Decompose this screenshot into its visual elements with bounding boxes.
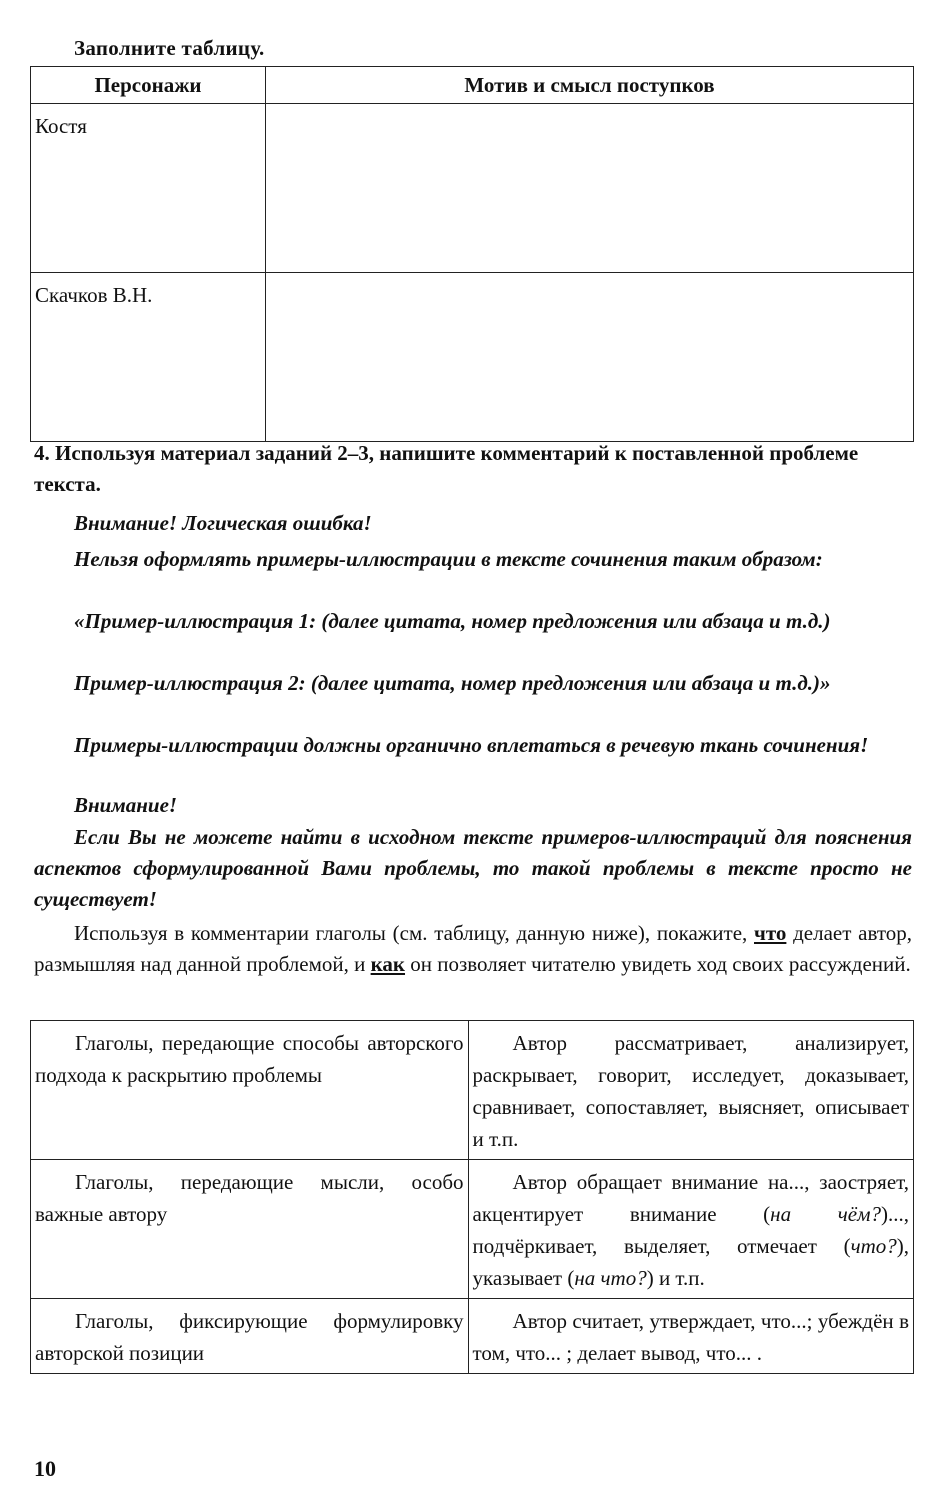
example-2: Пример-иллюстрация 2: (далее цитата, номер предложения или абзаца и т.д.)»	[74, 671, 831, 695]
fill-table-instruction: Заполните таблицу.	[74, 36, 265, 60]
verbs-category-text: Глаголы, фиксирующие формулировку авторской позиции	[35, 1309, 464, 1365]
verbs-examples	[468, 1021, 913, 1160]
verbs-category	[31, 1021, 469, 1160]
verbs-table	[30, 1020, 914, 1374]
warning-attention: Внимание!	[74, 793, 178, 817]
table-row	[31, 1160, 914, 1299]
warning-no-problem: Если Вы не можете найти в исходном тексте примеров-иллюстраций для пояснения аспектов сформулированной Вами проблемы, то такой проблемы в тексте просто не существует!	[34, 825, 912, 911]
usage-text-3: он позволяет читателю увидеть ход своих рассуждений.	[410, 952, 911, 976]
examples-italic: на чём?	[770, 1202, 881, 1226]
table-row	[31, 1299, 914, 1374]
usage-text-1: Используя в комментарии глаголы (см. таблицу, данную ниже), покажите,	[74, 921, 748, 945]
examples-italic: что?	[850, 1234, 897, 1258]
usage-instruction	[34, 918, 912, 980]
character-cell: Костя	[31, 104, 266, 273]
verbs-examples-text: Автор считает, утверждает, что...; убеждён в том, что... ; делает вывод, что... .	[472, 1309, 909, 1365]
examples-italic: на что?	[574, 1266, 647, 1290]
usage-what: что	[754, 921, 787, 945]
motive-cell[interactable]	[266, 273, 914, 442]
usage-how: как	[370, 952, 406, 976]
header-characters: Персонажи	[31, 67, 266, 104]
examples-part: ), указывает (	[472, 1234, 909, 1290]
character-cell: Скачков В.Н.	[31, 273, 266, 442]
table-header-row	[31, 67, 914, 104]
verbs-examples	[468, 1299, 913, 1374]
verbs-category-text: Глаголы, передающие мысли, особо важные автору	[35, 1170, 464, 1226]
table-row	[31, 104, 914, 273]
page-number: 10	[34, 1456, 56, 1481]
usage-text-2: делает автор, размышляя над данной проблемой, и	[34, 921, 912, 976]
verbs-examples-text	[473, 1166, 909, 1294]
characters-table	[30, 66, 914, 442]
verbs-category	[31, 1160, 469, 1299]
examples-part: ) и т.п.	[646, 1266, 705, 1290]
examples-rule: Примеры-иллюстрации должны органично вплетаться в речевую ткань сочинения!	[74, 733, 869, 757]
verbs-category-text: Глаголы, передающие способы авторского подхода к раскрытию проблемы	[35, 1031, 464, 1087]
warning-logic-error: Внимание! Логическая ошибка!	[74, 511, 372, 535]
verbs-examples	[468, 1160, 913, 1299]
header-motives: Мотив и смысл поступков	[266, 67, 914, 104]
examples-part: Автор обращает внимание на..., заостряет, акцентирует внимание (	[472, 1170, 909, 1226]
motive-cell[interactable]	[266, 104, 914, 273]
examples-part: )..., подчёркивает, выделяет, отмечает (	[472, 1202, 909, 1258]
warning-text: Нельзя оформлять примеры-иллюстрации в тексте сочинения таким образом:	[74, 547, 823, 571]
verbs-examples-text: Автор рассматривает, анализирует, раскрывает, говорит, исследует, доказывает, сравнивает, сопоставляет, выясняет, описывает и т.п.	[472, 1031, 909, 1151]
task-4-title: 4. Используя материал заданий 2–3, напишите комментарий к поставленной проблеме текста.	[34, 441, 859, 496]
verbs-category	[31, 1299, 469, 1374]
example-1: «Пример-иллюстрация 1: (далее цитата, номер предложения или абзаца и т.д.)	[74, 609, 831, 633]
table-row	[31, 1021, 914, 1160]
table-row	[31, 273, 914, 442]
